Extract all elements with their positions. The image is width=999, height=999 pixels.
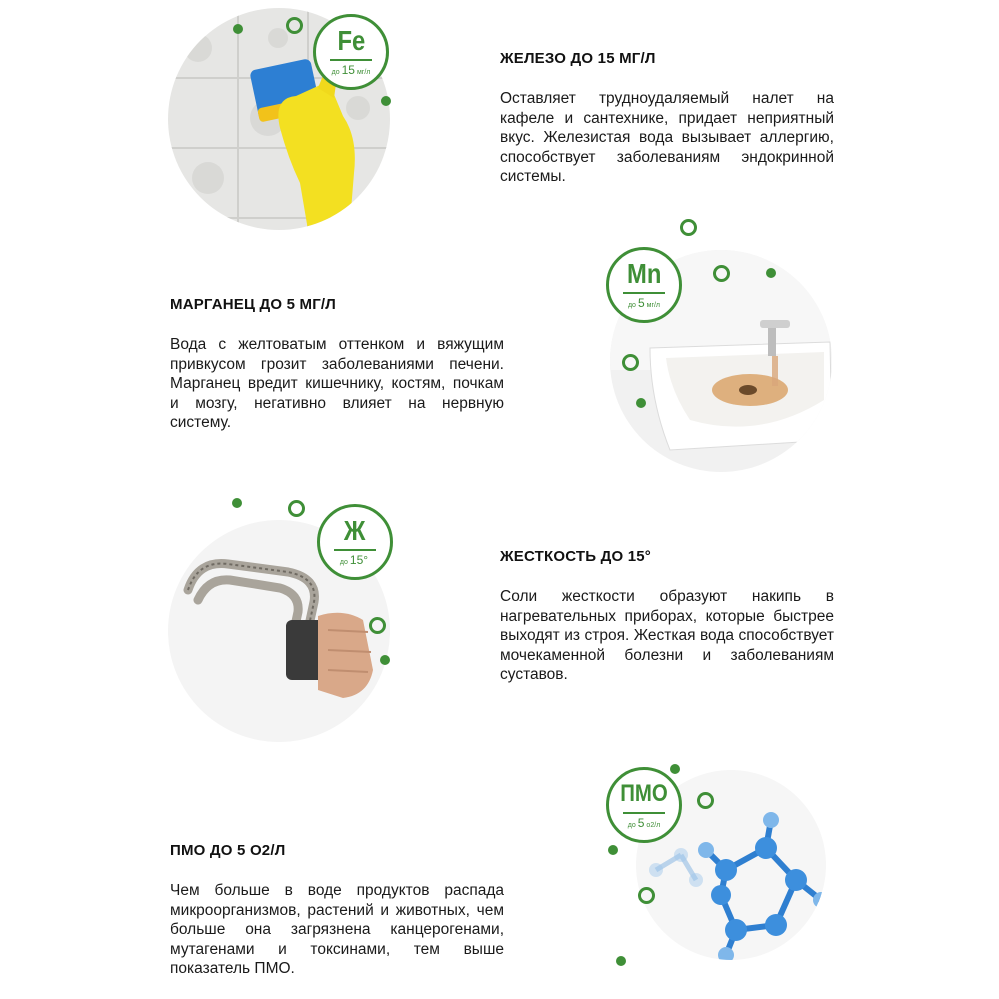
decor-ring: [697, 792, 714, 809]
pmo-text: [170, 842, 504, 979]
manganese-badge: [606, 247, 682, 323]
decor-ring: [622, 354, 639, 371]
iron-badge: [313, 14, 389, 90]
hardness-text: [500, 548, 834, 685]
section-manganese: [0, 240, 999, 480]
iron-title: ЖЕЛЕЗО ДО 15 МГ/Л: [500, 50, 656, 67]
decor-dot: [766, 268, 776, 278]
pmo-title: ПМО ДО 5 О2/Л: [170, 842, 286, 859]
badge-symbol: Ж: [344, 515, 366, 547]
badge-divider: [330, 59, 372, 61]
iron-text: [500, 50, 834, 187]
hardness-title: ЖЕСТКОСТЬ ДО 15°: [500, 548, 651, 565]
decor-ring: [680, 219, 697, 236]
badge-limit: до 15°: [339, 552, 369, 567]
badge-symbol: Mn: [626, 258, 662, 290]
manganese-title: МАРГАНЕЦ ДО 5 МГ/Л: [170, 296, 337, 313]
decor-dot: [232, 498, 242, 508]
hardness-description: Соли жесткости образуют накипь в нагревательных приборах, которые быстрее выходят из строя. Жесткая вода способствует мочекаменной болезни и заболеваниям суставов.: [500, 588, 834, 683]
decor-dot: [608, 845, 618, 855]
badge-divider: [623, 292, 665, 294]
iron-description: Оставляет трудноудаляемый налет на кафеле и сантехнике, придает неприятный вкус. Железистая вода вызывает аллергию, способствует заболеваниям эндокринной системы.: [500, 90, 834, 185]
badge-limit: до 5 мг/л: [627, 295, 661, 310]
decor-dot: [636, 398, 646, 408]
section-iron: [0, 0, 999, 240]
decor-ring: [638, 887, 655, 904]
badge-divider: [623, 812, 665, 814]
badge-symbol: Fe: [337, 25, 365, 57]
badge-symbol: ПМО: [620, 780, 668, 808]
decor-dot: [380, 655, 390, 665]
pmo-badge: [606, 767, 682, 843]
badge-limit: до 15 мг/л: [331, 62, 371, 77]
decor-dot: [616, 956, 626, 966]
decor-ring: [369, 617, 386, 634]
manganese-description: Вода с желтоватым оттенком и вяжущим привкусом грозит заболеваниями печени. Марганец вредит кишечнику, костям, почкам и мозгу, негативно влияет на нервную систему.: [170, 336, 504, 431]
badge-divider: [334, 549, 376, 551]
hardness-badge: [317, 504, 393, 580]
decor-ring: [286, 17, 303, 34]
pmo-description: Чем больше в воде продуктов распада микроорганизмов, растений и животных, чем больше она загрязнена канцерогенами, мутагенами и токсинами, тем выше показатель ПМО.: [170, 882, 504, 977]
decor-ring: [288, 500, 305, 517]
decor-dot: [381, 96, 391, 106]
manganese-text: [170, 296, 504, 433]
section-hardness: [0, 480, 999, 740]
badge-limit: до 5 o2/л: [627, 815, 661, 830]
decor-ring: [713, 265, 730, 282]
decor-dot: [233, 24, 243, 34]
decor-dot: [670, 764, 680, 774]
section-pmo: [0, 740, 999, 999]
